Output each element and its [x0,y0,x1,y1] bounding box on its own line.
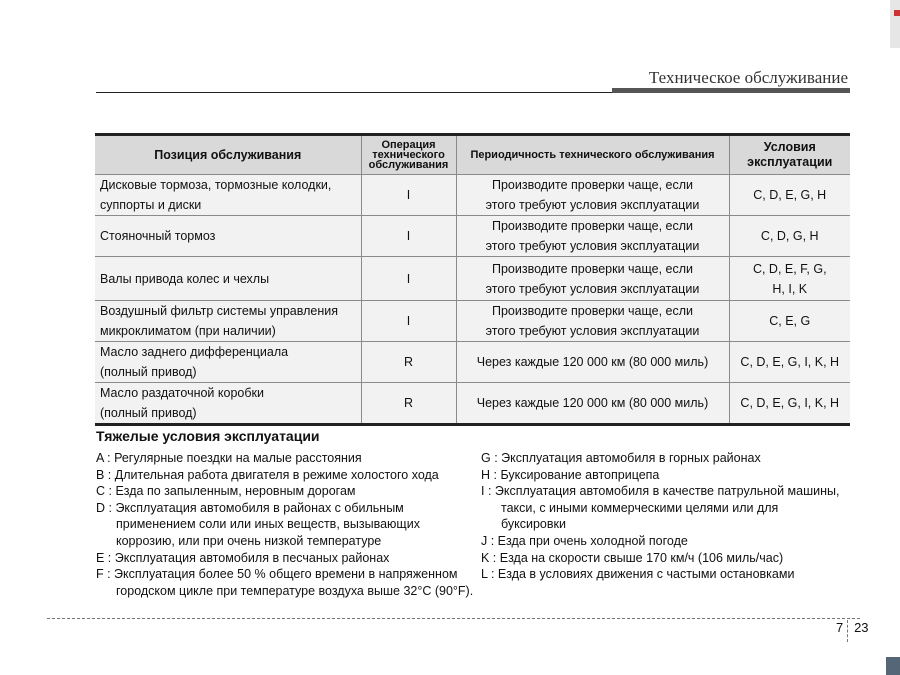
page-index: 23 [854,620,869,635]
header-position: Позиция обслуживания [95,135,361,175]
edge-corner [886,657,900,675]
conditions-cell [729,216,850,257]
severe-conditions-title: Тяжелые условия эксплуатации [96,428,320,444]
period-line: Через каждые 120 000 км (80 000 миль) [476,396,709,410]
period-line: Производите проверки чаще, если [491,219,694,233]
item-cell [95,383,361,425]
operation-cell: R [361,383,456,425]
period-line: Производите проверки чаще, если [491,261,694,276]
period-cell [456,342,729,383]
severe-conditions-list-left [96,450,476,599]
table-header-row [95,135,850,175]
header-conditions-line: Условия [763,140,816,154]
header-periodicity: Периодичность технического обслуживания [456,135,729,175]
item-cell [95,257,361,301]
condition-item: B : Длительная работа двигателя в режиме холостого хода [96,467,439,482]
conditions-cell [729,257,850,301]
item-cell [95,175,361,216]
item-cell [95,301,361,342]
header-operation-line: технического [372,149,445,161]
condition-item: A : Регулярные поездки на малые расстояния [96,451,362,465]
period-line: этого требуют условия эксплуатации [485,324,700,338]
period-cell [456,257,729,301]
scrollbar-edge [890,0,900,48]
edge-marker [894,10,900,16]
conditions-line: C, D, G, H [760,229,819,243]
operation-cell: I [361,301,456,342]
conditions-line: H, I, K [772,281,808,296]
table-row [95,301,850,342]
item-cell [95,216,361,257]
table-row [95,257,850,301]
conditions-line: C, D, E, G, I, K, H [740,396,840,410]
period-cell [456,216,729,257]
item-line: (полный привод) [100,406,197,420]
condition-item: D : Эксплуатация автомобиля в районах с обильным применением соли или иных веществ, вызывающих коррозию, или при очень низкой температуре [96,500,420,548]
condition-item: E : Эксплуатация автомобиля в песчаных районах [96,550,390,565]
operation-cell: I [361,257,456,301]
item-line: суппорты и диски [100,198,202,212]
header-conditions-line: эксплуатации [747,155,833,169]
period-line: этого требуют условия эксплуатации [485,239,700,253]
item-line: Масло заднего дифференциала [100,345,289,359]
period-line: этого требуют условия эксплуатации [485,281,700,296]
item-line: (полный привод) [100,365,197,379]
item-line: микроклиматом (при наличии) [100,324,276,338]
operation-cell: R [361,342,456,383]
table-row [95,383,850,425]
condition-item: F : Эксплуатация более 50 % общего времени в напряженном городском цикле при температуре воздуха выше 32°C (90°F). [96,567,474,598]
item-line: Дисковые тормоза, тормозные колодки, [100,178,332,192]
item-line: Стояночный тормоз [100,229,216,243]
header-operation-line: Операция [381,139,436,151]
header-operation [361,135,456,175]
header-operation-line: обслуживания [368,159,449,171]
page-number-separator [847,620,849,642]
table-row [95,216,850,257]
period-line: этого требуют условия эксплуатации [485,198,700,212]
maintenance-table [95,133,850,426]
page-header-title: Техническое обслуживание [648,68,848,87]
period-line: Производите проверки чаще, если [491,304,694,318]
period-line: Производите проверки чаще, если [491,178,694,192]
item-line: Воздушный фильтр системы управления [100,304,339,318]
condition-item: C : Езда по запыленным, неровным дорогам [96,484,356,499]
condition-item: G : Эксплуатация автомобиля в горных районах [481,451,761,465]
period-line: Через каждые 120 000 км (80 000 миль) [476,355,709,369]
condition-item: K : Езда на скорости свыше 170 км/ч (106 миль/час) [481,550,784,565]
condition-item: I : Эксплуатация автомобиля в качестве патрульной машины, такси, с иными коммерческими целями или для буксировки [481,484,840,532]
item-line: Валы привода колес и чехлы [100,271,270,286]
table-row [95,342,850,383]
conditions-line: C, E, G [769,314,811,328]
conditions-cell [729,383,850,425]
period-cell [456,383,729,425]
conditions-cell [729,175,850,216]
conditions-line: C, D, E, F, G, [752,261,827,276]
header-rule-accent [612,88,850,93]
conditions-cell [729,301,850,342]
severe-conditions-list-right [481,450,846,583]
condition-item: J : Езда при очень холодной погоде [481,533,688,548]
item-line: Масло раздаточной коробки [100,386,264,400]
operation-cell: I [361,175,456,216]
chapter-number: 7 [836,620,844,635]
operation-cell: I [361,216,456,257]
item-cell [95,342,361,383]
conditions-line: C, D, E, G, H [753,188,827,202]
footer-rule [47,618,860,619]
header-rule [96,92,616,93]
condition-item: L : Езда в условиях движения с частыми остановками [481,567,795,582]
table-row [95,175,850,216]
condition-item: H : Буксирование автоприцепа [481,467,660,482]
header-conditions [729,135,850,175]
period-cell [456,301,729,342]
conditions-line: C, D, E, G, I, K, H [740,355,840,369]
period-cell [456,175,729,216]
conditions-cell [729,342,850,383]
page-number [836,620,869,635]
